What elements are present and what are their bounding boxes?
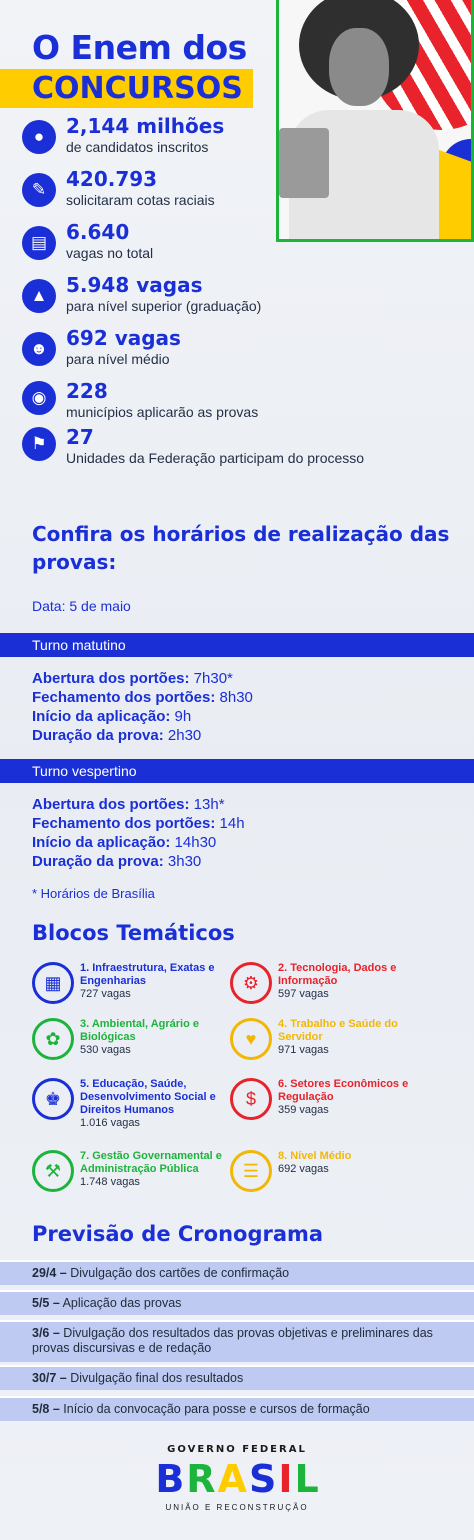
bloco-title: 4. Trabalho e Saúde do Servidor	[278, 1018, 398, 1043]
stat-label: para nível superior (graduação)	[66, 298, 262, 314]
cronograma-text: Início da convocação para posse e cursos de formação	[59, 1402, 370, 1416]
time-value: 2h30	[163, 727, 202, 744]
id-card-icon: ▤	[22, 226, 56, 260]
bloco-title: 5. Educação, Saúde, Desenvolvimento Social e Direitos Humanos	[80, 1078, 216, 1116]
stat-item	[22, 326, 462, 379]
bloco-item	[32, 1018, 232, 1066]
footer-logo	[0, 1444, 474, 1512]
bloco-title: 8. Nível Médio	[278, 1150, 352, 1162]
time-value: 8h30	[215, 689, 253, 706]
bloco-vagas: 530 vagas	[80, 1044, 131, 1056]
map-pin-icon: ◉	[22, 381, 56, 415]
brasil-letter: S	[248, 1457, 277, 1501]
brasil-letter: I	[278, 1457, 293, 1501]
brasil-logo	[155, 1457, 319, 1501]
bloco-item	[230, 1150, 430, 1198]
bloco-vagas: 692 vagas	[278, 1163, 329, 1175]
cronograma-date: 29/4 –	[32, 1266, 67, 1280]
timezone-note: * Horários de Brasília	[32, 886, 155, 901]
cronograma-date: 5/5 –	[32, 1296, 60, 1310]
cronograma-text: Divulgação final dos resultados	[66, 1371, 244, 1385]
bloco-vagas: 597 vagas	[278, 988, 329, 1000]
time-key: Abertura dos portões:	[32, 670, 190, 687]
people-icon: ●	[22, 120, 56, 154]
schedule-title: Confira os horários de realização das provas:	[32, 522, 450, 574]
gavel-icon: ⚒	[32, 1150, 74, 1192]
stat-number: 5.948 vagas	[66, 273, 203, 297]
bloco-item	[32, 962, 232, 1010]
bloco-item	[230, 1018, 430, 1066]
chip-icon: ⚙	[230, 962, 272, 1004]
stat-number: 228	[66, 379, 108, 403]
blocos-title: Blocos Temáticos	[32, 921, 235, 945]
time-value: 14h30	[170, 834, 217, 851]
book-icon: ☰	[230, 1150, 272, 1192]
education-icon: ♚	[32, 1078, 74, 1120]
uniao-reconstrucao-label: UNIÃO E RECONSTRUÇÃO	[165, 1503, 309, 1512]
stat-number: 692 vagas	[66, 326, 181, 350]
bloco-vagas: 727 vagas	[80, 988, 131, 1000]
exam-date: Data: 5 de maio	[32, 598, 131, 614]
stat-label: vagas no total	[66, 245, 154, 261]
stat-item	[22, 425, 462, 478]
person-face	[329, 28, 389, 106]
cronograma-row	[0, 1290, 474, 1315]
stat-label: para nível médio	[66, 351, 170, 367]
bloco-title: 2. Tecnologia, Dados e Informação	[278, 962, 397, 987]
stat-label: de candidatos inscritos	[66, 139, 209, 155]
stat-label: solicitaram cotas raciais	[66, 192, 215, 208]
page-title: O Enem dos	[32, 28, 247, 67]
cronograma-row	[0, 1320, 474, 1362]
time-value: 14h	[215, 815, 245, 832]
stat-number: 6.640	[66, 220, 130, 244]
time-value: 9h	[170, 708, 192, 725]
bloco-vagas: 971 vagas	[278, 1044, 329, 1056]
bloco-title: 6. Setores Econômicos e Regulação	[278, 1078, 409, 1103]
time-value: 7h30*	[189, 670, 233, 687]
bloco-title: 1. Infraestrutura, Exatas e Engenharias	[80, 962, 215, 987]
bloco-title: 7. Gestão Governamental e Administração Pública	[80, 1150, 222, 1175]
building-icon: ▦	[32, 962, 74, 1004]
bloco-item	[32, 1078, 232, 1138]
governo-federal-label: GOVERNO FEDERAL	[167, 1444, 307, 1455]
stat-item	[22, 114, 462, 167]
morning-shift-bar: Turno matutino	[0, 633, 474, 657]
brasil-letter: L	[294, 1457, 319, 1501]
cronograma-date: 3/6 –	[32, 1326, 60, 1340]
cronograma-title: Previsão de Cronograma	[32, 1222, 324, 1246]
bloco-vagas: 1.016 vagas	[80, 1117, 140, 1129]
cronograma-row	[0, 1260, 474, 1285]
time-key: Duração da prova:	[32, 853, 164, 870]
graduation-cap-icon: ▲	[22, 279, 56, 313]
money-icon: $	[230, 1078, 272, 1120]
stat-number: 27	[66, 425, 94, 449]
afternoon-times	[32, 795, 452, 871]
stat-number: 420.793	[66, 167, 158, 191]
bloco-item	[32, 1150, 232, 1198]
time-key: Fechamento dos portões:	[32, 689, 216, 706]
stat-label: Unidades da Federação participam do processo	[66, 450, 365, 466]
brazil-map-icon: ⚑	[22, 427, 56, 461]
brasil-letter: A	[217, 1457, 247, 1501]
time-value: 3h30	[163, 853, 202, 870]
time-key: Fechamento dos portões:	[32, 815, 216, 832]
time-key: Abertura dos portões:	[32, 796, 190, 813]
stat-item	[22, 167, 462, 220]
title-block	[32, 28, 253, 108]
student-reading-icon: ☻	[22, 332, 56, 366]
bloco-vagas: 1.748 vagas	[80, 1176, 140, 1188]
stat-item	[22, 220, 462, 273]
stats-list	[22, 114, 462, 478]
stat-number: 2,144 milhões	[66, 114, 225, 138]
cronograma-text: Divulgação dos resultados das provas objetivas e preliminares das provas discursivas e de redação	[32, 1326, 433, 1355]
time-key: Início da aplicação:	[32, 708, 171, 725]
cronograma-text: Divulgação dos cartões de confirmação	[66, 1266, 290, 1280]
cronograma-date: 30/7 –	[32, 1371, 67, 1385]
brasil-letter: R	[186, 1457, 216, 1501]
bloco-item	[230, 962, 430, 1010]
time-key: Início da aplicação:	[32, 834, 171, 851]
cronograma-row	[0, 1365, 474, 1390]
bloco-title: 3. Ambiental, Agrário e Biológicas	[80, 1018, 199, 1043]
time-value: 13h*	[189, 796, 225, 813]
page-title-highlight: CONCURSOS	[0, 69, 253, 108]
cronograma-text: Aplicação das provas	[59, 1296, 182, 1310]
stat-label: municípios aplicarão as provas	[66, 404, 259, 420]
morning-times	[32, 669, 452, 745]
cronograma-row	[0, 1396, 474, 1421]
stat-item	[22, 273, 462, 326]
stat-item	[22, 379, 462, 425]
form-icon: ✎	[22, 173, 56, 207]
cronograma-date: 5/8 –	[32, 1402, 60, 1416]
heart-hand-icon: ♥	[230, 1018, 272, 1060]
bloco-item	[230, 1078, 430, 1126]
afternoon-shift-bar: Turno vespertino	[0, 759, 474, 783]
time-key: Duração da prova:	[32, 727, 164, 744]
bloco-vagas: 359 vagas	[278, 1104, 329, 1116]
plant-icon: ✿	[32, 1018, 74, 1060]
brasil-letter: B	[155, 1457, 185, 1501]
